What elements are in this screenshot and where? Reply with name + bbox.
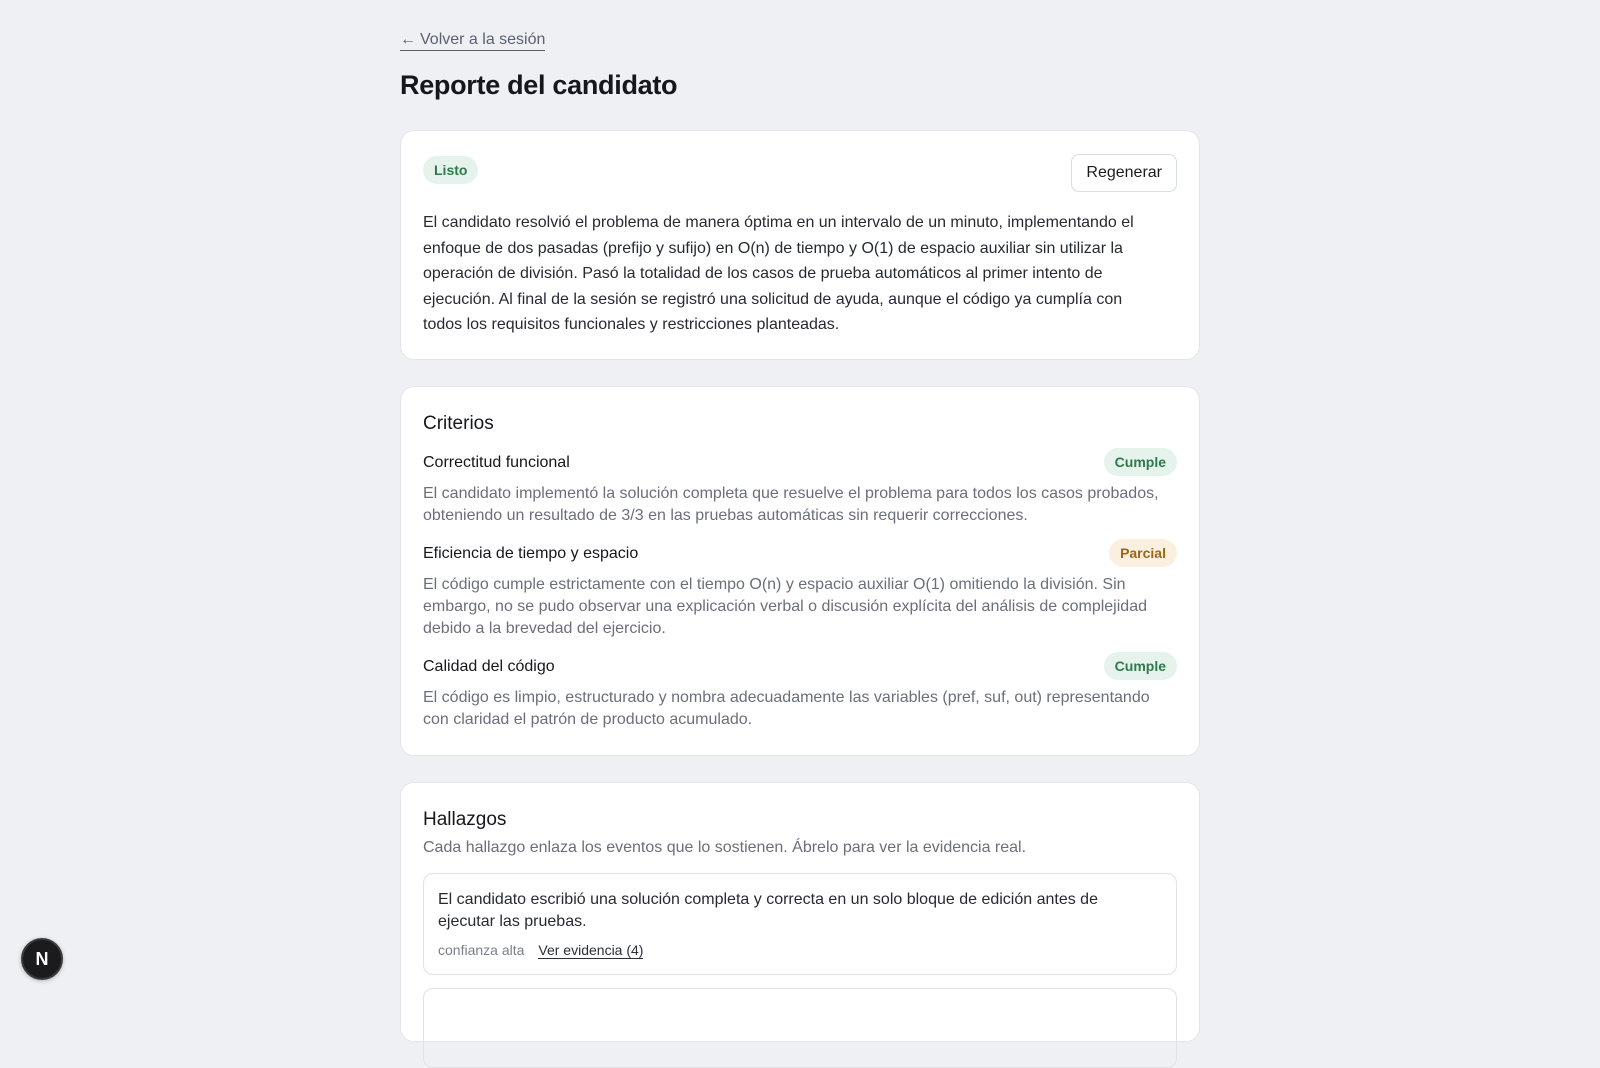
criterion-status-badge: Cumple bbox=[1104, 652, 1177, 680]
finding-text: El candidato escribió una solución completa y correcta en un solo bloque de edición antes de ejecutar las pruebas. bbox=[438, 891, 1098, 930]
findings-title: Hallazgos bbox=[423, 809, 507, 830]
page-title: Reporte del candidato bbox=[400, 70, 678, 100]
status-badge: Listo bbox=[423, 156, 478, 184]
criterion-description: El código cumple estrictamente con el tiempo O(n) y espacio auxiliar O(1) omitiendo la división. Sin embargo, no se pudo observar una explicación verbal o discusión explícita del análisis de complejidad debido a la brevedad del ejercicio. bbox=[423, 576, 1147, 637]
criterion-description: El candidato implementó la solución completa que resuelve el problema para todos los casos probados, obteniendo un resultado de 3/3 en las pruebas automáticas sin requerir correcciones. bbox=[423, 485, 1159, 524]
criterion-name: Calidad del código bbox=[423, 658, 555, 675]
finding-item bbox=[423, 873, 1177, 975]
criterion-name: Eficiencia de tiempo y espacio bbox=[423, 545, 639, 562]
finding-item bbox=[423, 988, 1177, 1068]
criterion-status-badge: Parcial bbox=[1109, 539, 1177, 567]
confidence-label: confianza alta bbox=[438, 942, 525, 958]
criteria-title: Criterios bbox=[423, 413, 494, 434]
summary-text: El candidato resolvió el problema de manera óptima en un intervalo de un minuto, implementando el enfoque de dos pasadas (prefijo y sufijo) en O(n) de tiempo y O(1) de espacio auxiliar sin utilizar la operación de división. Pasó la totalidad de los casos de prueba automáticos al primer intento de ejecución. Al final de la sesión se registró una solicitud de ayuda, aunque el código ya cumplía con todos los requisitos funcionales y restricciones planteadas. bbox=[423, 214, 1134, 333]
criterion-time-space-efficiency bbox=[423, 544, 1177, 640]
findings-card bbox=[400, 782, 1200, 1042]
back-to-session-link[interactable] bbox=[400, 31, 545, 51]
criterion-status-badge: Cumple bbox=[1104, 448, 1177, 476]
criterion-description: El código es limpio, estructurado y nombra adecuadamente las variables (pref, suf, out) representando con claridad el patrón de producto acumulado. bbox=[423, 689, 1150, 728]
criteria-card bbox=[400, 386, 1200, 756]
summary-card bbox=[400, 130, 1200, 360]
nextjs-dev-tools-button[interactable]: N bbox=[21, 938, 63, 980]
criterion-functional-correctness bbox=[423, 453, 1177, 527]
finding-meta bbox=[438, 942, 643, 959]
view-evidence-link[interactable]: Ver evidencia (4) bbox=[538, 942, 644, 958]
criterion-name: Correctitud funcional bbox=[423, 454, 570, 471]
back-link-label: Volver a la sesión bbox=[420, 31, 546, 48]
findings-subtitle: Cada hallazgo enlaza los eventos que lo sostienen. Ábrelo para ver la evidencia real. bbox=[423, 839, 1027, 856]
regenerate-button[interactable]: Regenerar bbox=[1071, 154, 1177, 192]
arrow-left-icon: ← bbox=[400, 31, 416, 48]
criterion-code-quality bbox=[423, 657, 1177, 731]
